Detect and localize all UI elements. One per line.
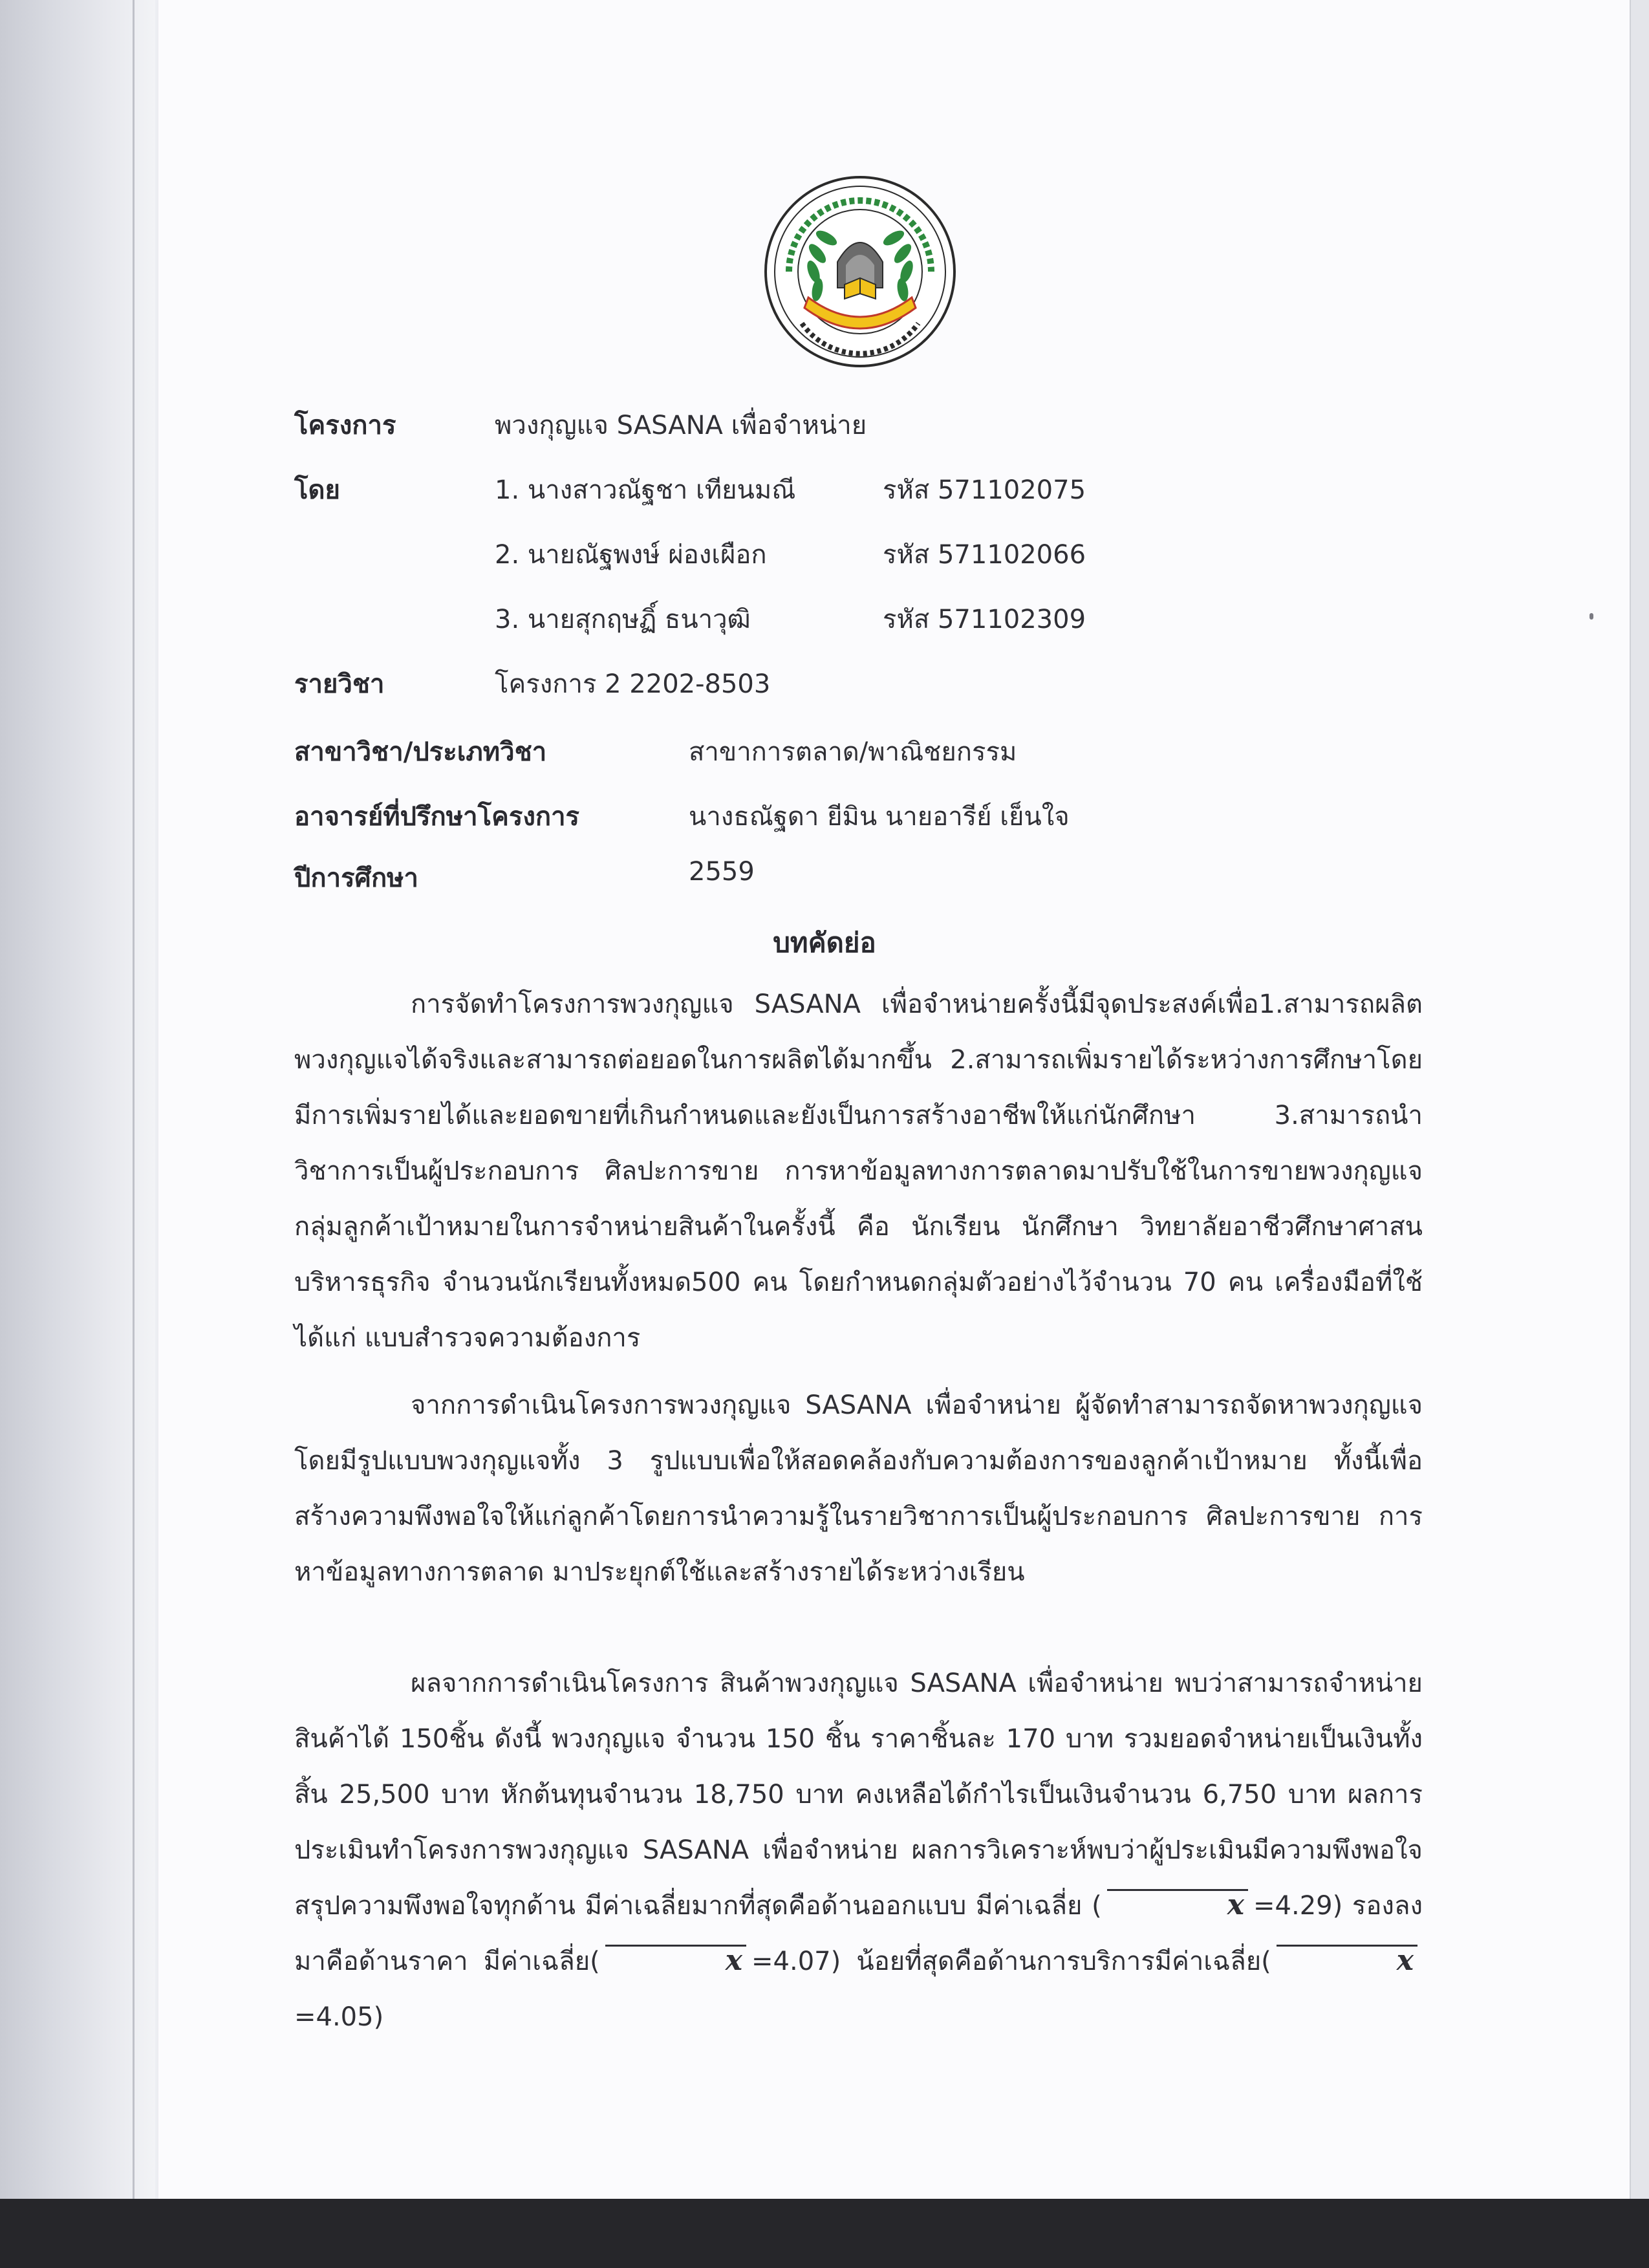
author-3-code: รหัส 571102309 <box>883 605 1086 634</box>
results-text-4: =4.05) <box>294 2002 384 2032</box>
author-2-code: รหัส 571102066 <box>883 540 1086 570</box>
advisor-value: นางธณัฐดา ยีมิน นายอารีย์ เย็นใจ <box>689 802 1070 832</box>
mean-symbol-design: x <box>1107 1889 1248 1919</box>
advisor-label: อาจารย์ที่ปรึกษาโครงการ <box>294 802 580 832</box>
book-gutter-shadow <box>0 0 155 2268</box>
results-text-1: ผลจากการดำเนินโครงการ สินค้าพวงกุญแจ SASANA เพื่อจำหน่าย พบว่าสามารถจำหน่ายสินค้าได้ 150ชิ้น ดังนี้ พวงกุญแจ จำนวน 150 ชิ้น ราคาชิ้นละ 170 บาท รวมยอดจำหน่ายเป็นเงินทั้งสิ้น 25,500 บาท หักต้นทุนจำนวน 18,750 บาท คงเหลือได้กำไรเป็นเงินจำนวน 6,750 บาท ผลการประเมินทำโครงการพวงกุญแจ SASANA เพื่อจำหน่าย ผลการวิเคราะห์พบว่าผู้ประเมินมีความพึงพอใจสรุปความพึงพอใจทุกด้าน มีค่าเฉลี่ยมากที่สุดคือด้านออกแบบ มีค่าเฉลี่ย ( <box>294 1669 1423 1921</box>
mean-symbol-price: x <box>605 1945 746 1975</box>
by-label: โดย <box>294 475 340 505</box>
project-title: พวงกุญแจ SASANA เพื่อจำหน่าย <box>495 411 867 440</box>
abstract-heading: บทคัดย่อ <box>773 927 876 958</box>
mean-symbol-service: x <box>1277 1945 1417 1975</box>
page-edge-strip <box>1631 0 1649 2199</box>
college-seal-logo <box>763 175 957 369</box>
author-2-name: 2. นายณัฐพงษ์ ผ่องเผือก <box>495 540 767 570</box>
gutter-fold-line <box>133 0 135 2268</box>
results-text-2: =4.29) รองลงมาคือด้านราคา มีค่าเฉลี่ย( <box>294 1891 1423 1976</box>
results-text-3: =4.07) น้อยที่สุดคือด้านการบริการมีค่าเฉลี่ย( <box>751 1947 1271 1976</box>
author-3-name: 3. นายสุกฤษฏิ์ ธนาวุฒิ <box>495 605 751 634</box>
project-label: โครงการ <box>294 411 396 440</box>
department-value: สาขาการตลาด/พาณิชยกรรม <box>689 737 1017 767</box>
abstract-paragraph-3 <box>294 1656 1423 2045</box>
scanner-bottom-edge <box>0 2199 1649 2268</box>
abstract-paragraph-1: การจัดทำโครงการพวงกุญแจ SASANA เพื่อจำหน่ายครั้งนี้มีจุดประสงค์เพื่อ1.สามารถผลิตพวงกุญแจได้จริงและสามารถต่อยอดในการผลิตได้มากขึ้น 2.สามารถเพิ่มรายได้ระหว่างการศึกษาโดยมีการเพิ่มรายได้และยอดขายที่เกินกำหนดและยังเป็นการสร้างอาชีพให้แก่นักศึกษา 3.สามารถนำวิชาการเป็นผู้ประกอบการ ศิลปะการขาย การหาข้อมูลทางการตลาดมาปรับใช้ในการขายพวงกุญแจ กลุ่มลูกค้าเป้าหมายในการจำหน่ายสินค้าในครั้งนี้ คือ นักเรียน นักศึกษา วิทยาลัยอาชีวศึกษาศาสนบริหารธุรกิจ จำนวนนักเรียนทั้งหมด500 คน โดยกำหนดกลุ่มตัวอย่างไว้จำนวน 70 คน เครื่องมือที่ใช้ ได้แก่ แบบสำรวจความต้องการ <box>294 989 1423 1353</box>
academic-year-value: 2559 <box>689 857 755 887</box>
subject-label: รายวิชา <box>294 669 385 699</box>
department-label: สาขาวิชา/ประเภทวิชา <box>294 737 547 767</box>
scan-dust-mark <box>1590 613 1593 620</box>
author-1-code: รหัส 571102075 <box>883 475 1086 505</box>
subject-value: โครงการ 2 2202-8503 <box>495 669 771 699</box>
academic-year-label: ปีการศึกษา <box>294 863 418 893</box>
abstract-paragraph-2: จากการดำเนินโครงการพวงกุญแจ SASANA เพื่อจำหน่าย ผู้จัดทำสามารถจัดหาพวงกุญแจโดยมีรูปแบบพวงกุญแจทั้ง 3 รูปแบบเพื่อให้สอดคล้องกับความต้องการของลูกค้าเป้าหมาย ทั้งนี้เพื่อสร้างความพึงพอใจให้แก่ลูกค้าโดยการนำความรู้ในรายวิชาการเป็นผู้ประกอบการ ศิลปะการขาย การหาข้อมูลทางการตลาด มาประยุกต์ใช้และสร้างรายได้ระหว่างเรียน <box>294 1390 1423 1587</box>
author-1-name: 1. นางสาวณัฐชา เทียนมณี <box>495 475 796 505</box>
